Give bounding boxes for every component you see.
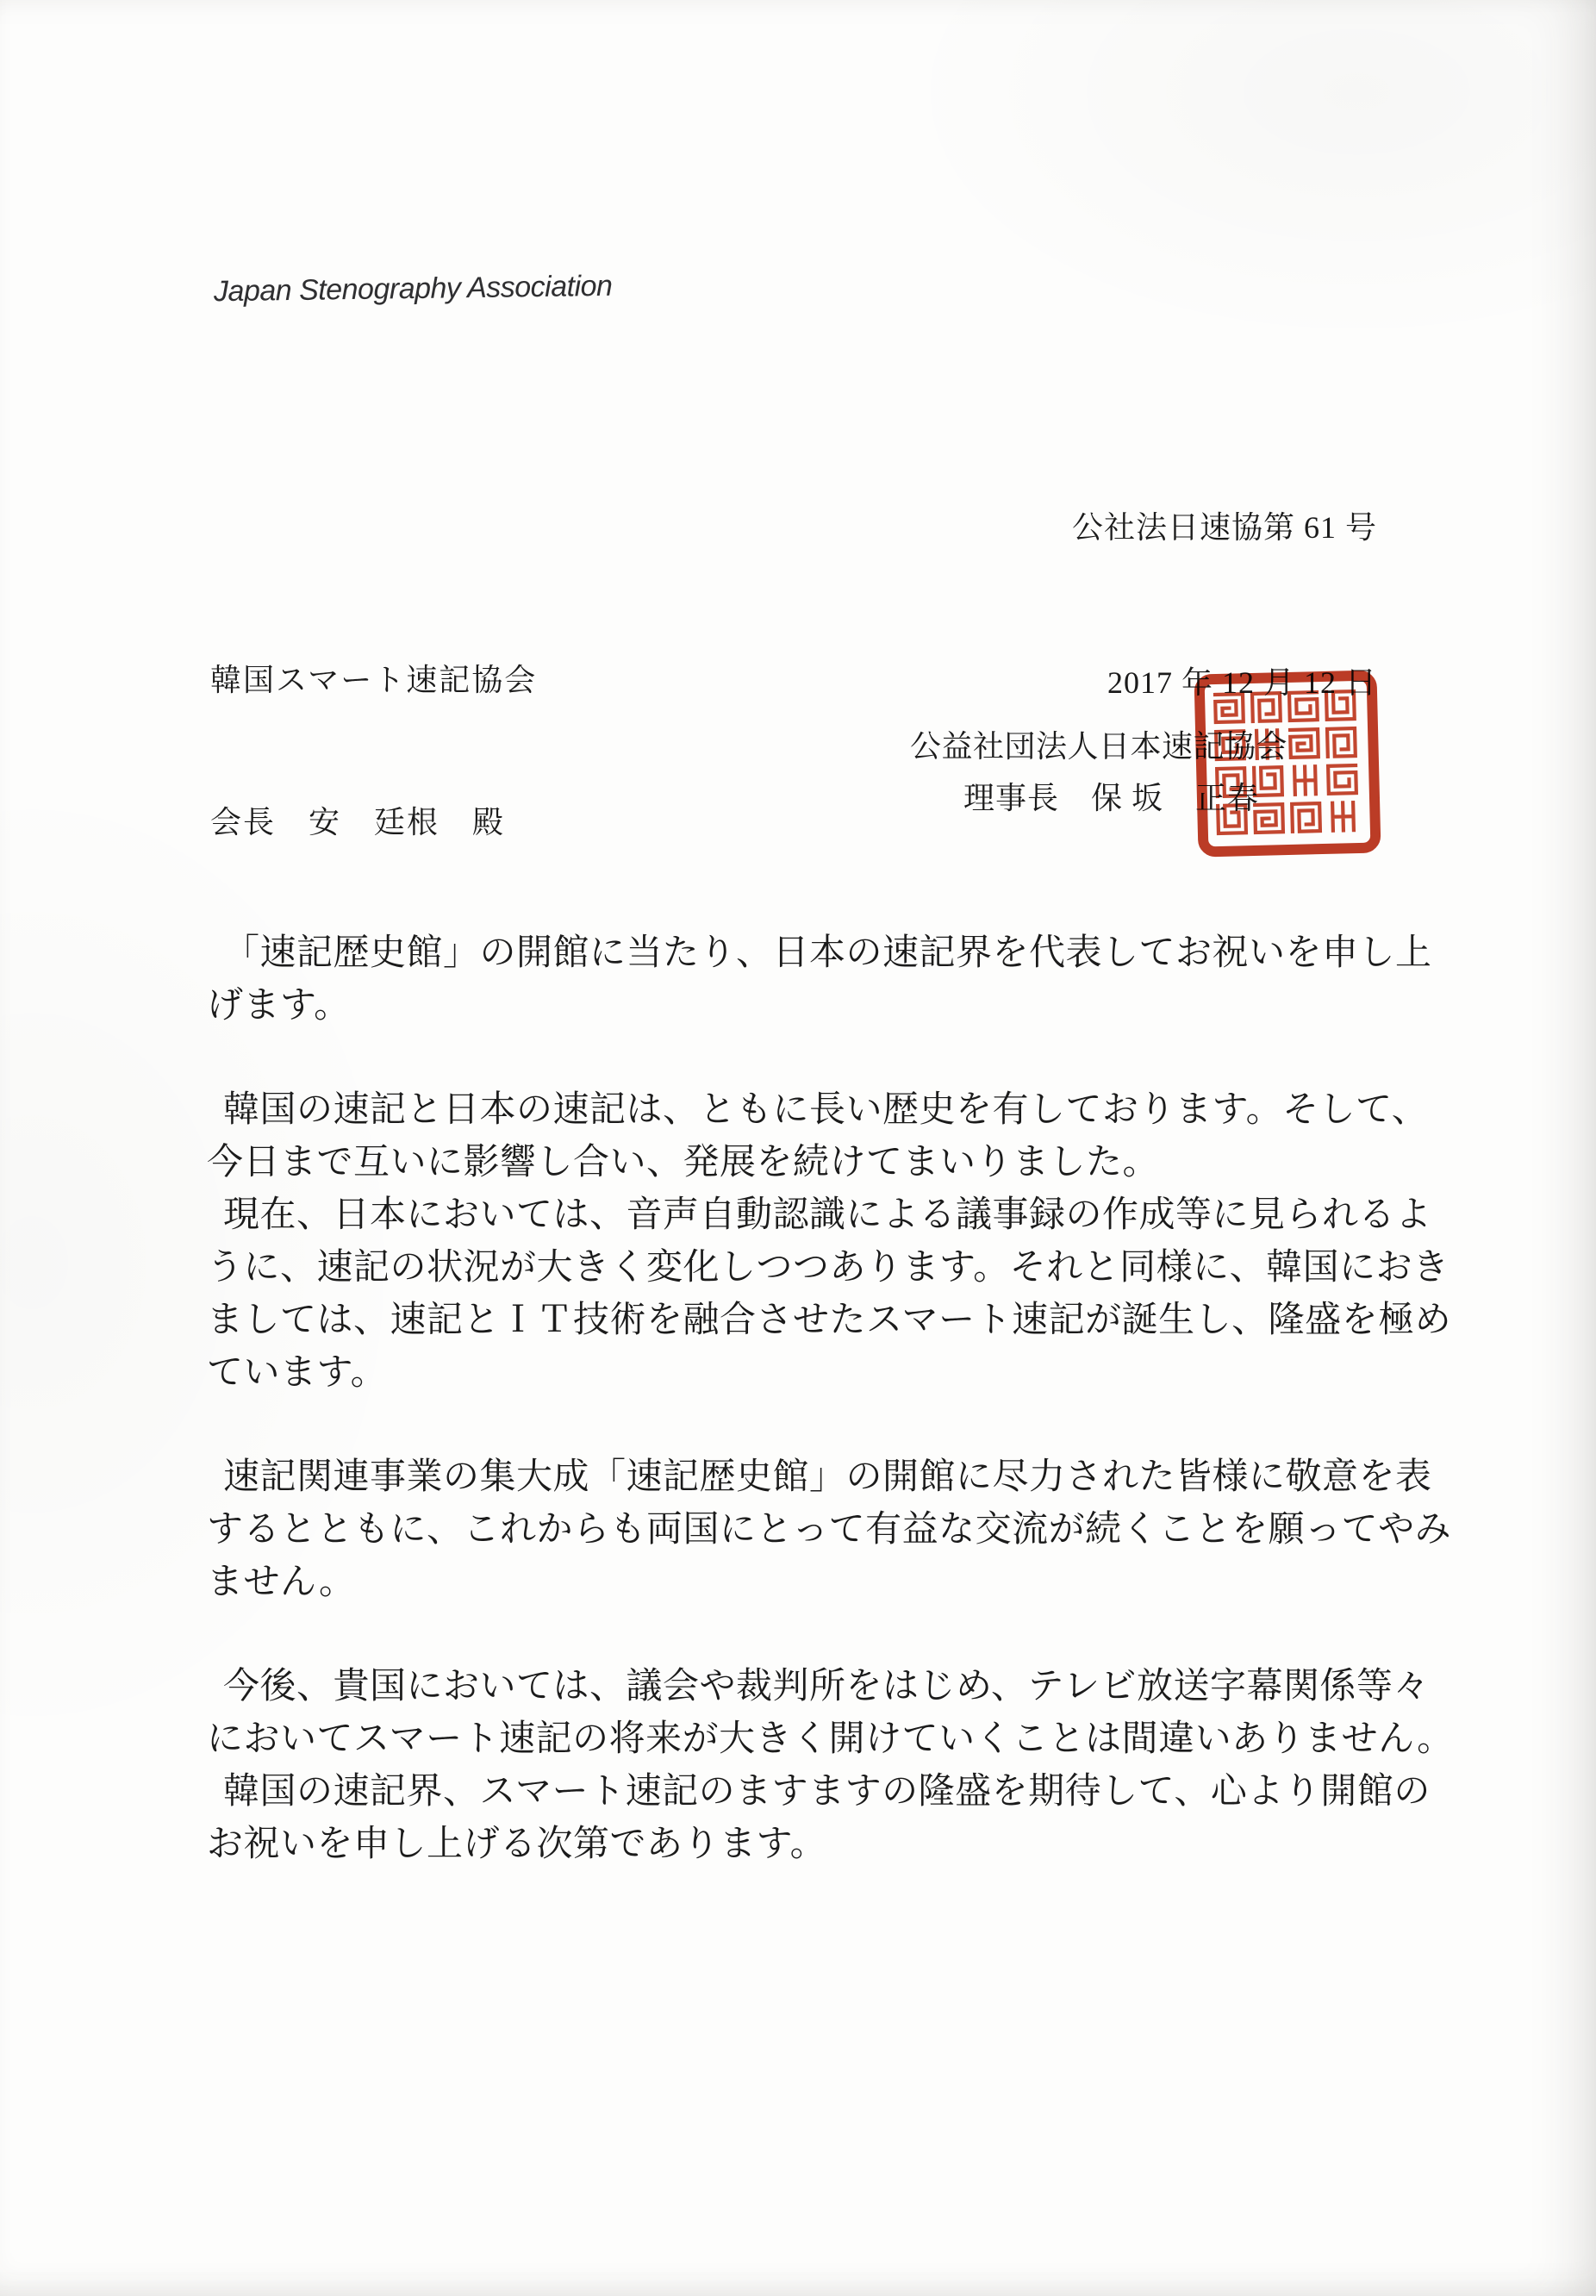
paragraph [207,1189,1452,1400]
doc-date: 2017 年 12 月 12 日 [1107,665,1377,700]
recipient-block [210,562,537,941]
letter-body [207,927,1454,1871]
sender-org: 公益社団法人日本速記協会 [910,729,1288,764]
body-line: 韓国の速記界、スマート速記のますますの隆盛を期待して、心より開館の [223,1772,1431,1812]
body-line: ましては、速記とＩＴ技術を融合させたスマート速記が誕生し、隆盛を極め [207,1301,1452,1340]
paragraph [207,1451,1452,1609]
body-line: 速記関連事業の集大成「速記歴史館」の開館に尽力された皆様に敬意を表 [223,1457,1432,1497]
body-line: 今日まで互いに影響し合い、発展を続けてまいりました。 [207,1143,1160,1182]
body-line: 現在、日本においては、音声自動認識による議事録の作成等に見られるよ [223,1195,1432,1235]
body-line: するとともに、これからも両国にとって有益な交流が続くことを願ってやみ [207,1510,1452,1550]
paragraph [207,927,1432,1033]
official-red-seal-icon [1192,668,1382,858]
paragraph [207,1766,1431,1871]
body-line: ません。 [207,1563,356,1602]
body-line: 今後、貴国においては、議会や裁判所をはじめ、テレビ放送字幕関係等々 [223,1667,1430,1706]
body-line: お祝いを申し上げる次第であります。 [207,1825,827,1864]
body-line: においてスマート速記の将来が大きく開けていくことは間違いありません。 [207,1719,1454,1759]
letterhead-org-en: Japan Stenography Association [213,269,613,309]
paragraph [207,1661,1454,1766]
body-line: 韓国の速記と日本の速記は、ともに長い歴史を有しております。そして、 [223,1090,1429,1130]
body-line: げます。 [207,986,351,1026]
sender-signer: 理事長 保 坂 正春 [963,781,1260,815]
body-line: 「速記歴史館」の開館に当たり、日本の速記界を代表してお祝いを申し上 [223,933,1432,973]
paragraph [207,1084,1429,1189]
body-line: うに、速記の状況が大きく変化しつつあります。それと同様に、韓国におき [207,1248,1449,1288]
body-line: ています。 [207,1353,388,1393]
doc-number: 公社法日速協第 61 号 [1071,510,1377,545]
recipient-org: 韓国スマート速記協会 [210,663,538,697]
recipient-addressee: 会長 安 廷根 殿 [210,805,506,839]
